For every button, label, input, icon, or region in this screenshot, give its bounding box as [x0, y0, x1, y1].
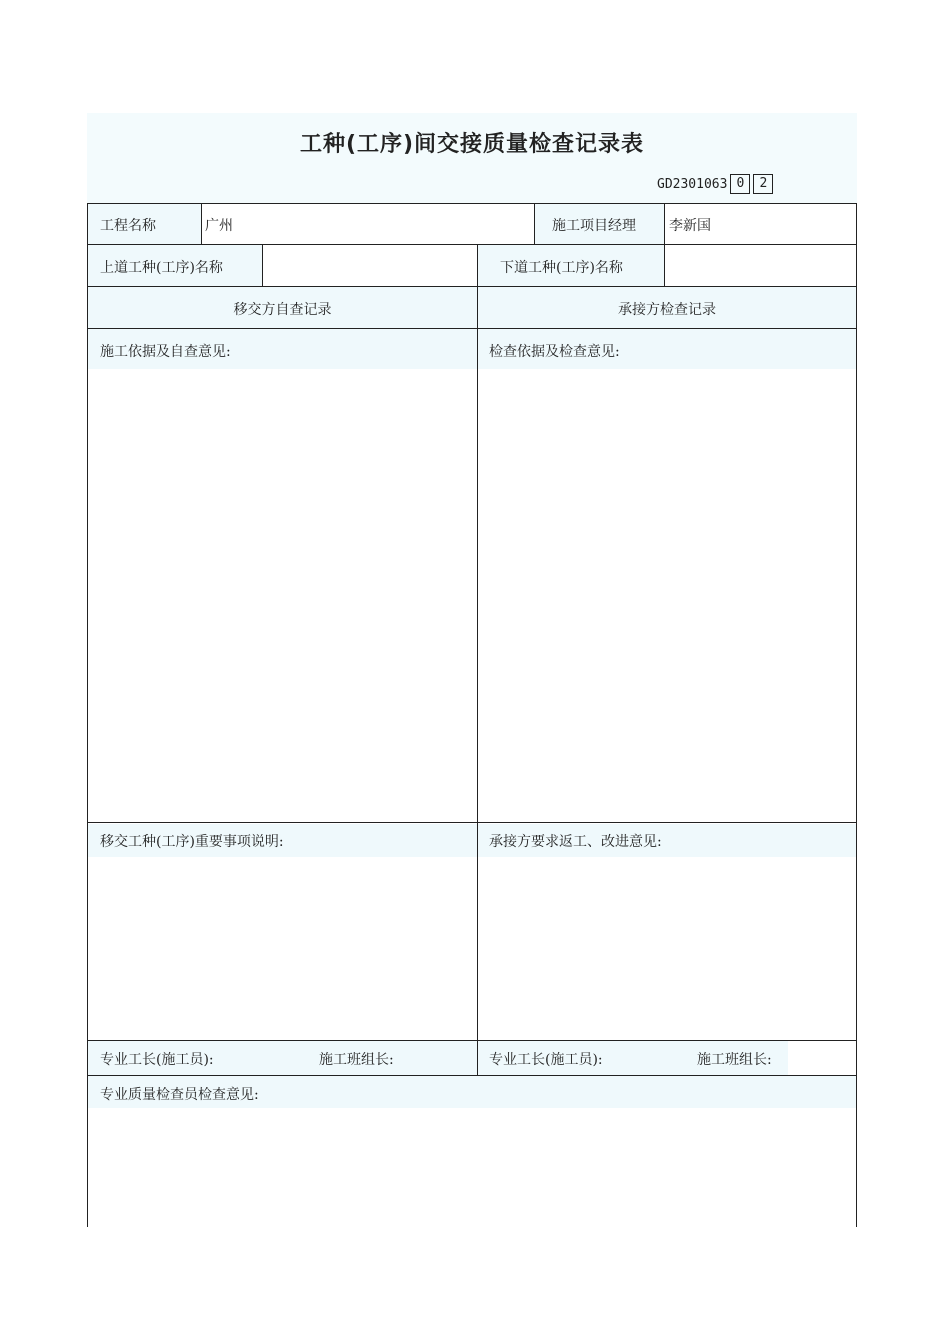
grid-line	[87, 244, 857, 245]
grid-line	[534, 203, 535, 244]
handover-basis-label: 施工依据及自查意见:	[100, 344, 231, 360]
next-process-label: 下道工种(工序)名称	[500, 260, 623, 276]
right-foreman-label: 专业工长(施工员):	[489, 1052, 603, 1068]
grid-line	[664, 203, 665, 244]
handover-notes-label: 移交工种(工序)重要事项说明:	[100, 834, 284, 850]
grid-line	[262, 244, 263, 286]
grid-line	[664, 244, 665, 286]
grid-line	[856, 203, 857, 1227]
grid-line	[87, 203, 857, 204]
grid-line	[87, 1040, 857, 1041]
grid-line	[87, 286, 857, 287]
receiver-basis-label: 检查依据及检查意见:	[489, 344, 620, 360]
grid-line	[87, 1075, 857, 1076]
prev-process-label: 上道工种(工序)名称	[100, 260, 223, 276]
project-name-value: 广州	[205, 218, 233, 234]
handover-header: 移交方自查记录	[233, 302, 332, 318]
grid-line	[87, 822, 857, 823]
grid-line	[477, 244, 478, 1075]
left-team-leader-label: 施工班组长:	[319, 1052, 394, 1068]
manager-value: 李新国	[669, 218, 711, 234]
receiver-rework-label: 承接方要求返工、改进意见:	[489, 834, 662, 850]
manager-label: 施工项目经理	[552, 218, 636, 234]
form-code: GD2301063	[657, 176, 728, 192]
form-code-row	[657, 173, 773, 195]
left-foreman-label: 专业工长(施工员):	[100, 1052, 214, 1068]
project-name-label: 工程名称	[100, 218, 156, 234]
grid-line	[87, 328, 857, 329]
form-title: 工种(工序)间交接质量检查记录表	[299, 132, 645, 157]
code-box-2: 2	[753, 174, 773, 194]
grid-line	[201, 203, 202, 244]
inspector-label: 专业质量检查员检查意见:	[100, 1087, 259, 1103]
code-box-1: 0	[730, 174, 750, 194]
receiver-header: 承接方检查记录	[618, 302, 716, 318]
grid-line	[87, 203, 88, 1227]
right-team-leader-label: 施工班组长:	[697, 1052, 772, 1068]
